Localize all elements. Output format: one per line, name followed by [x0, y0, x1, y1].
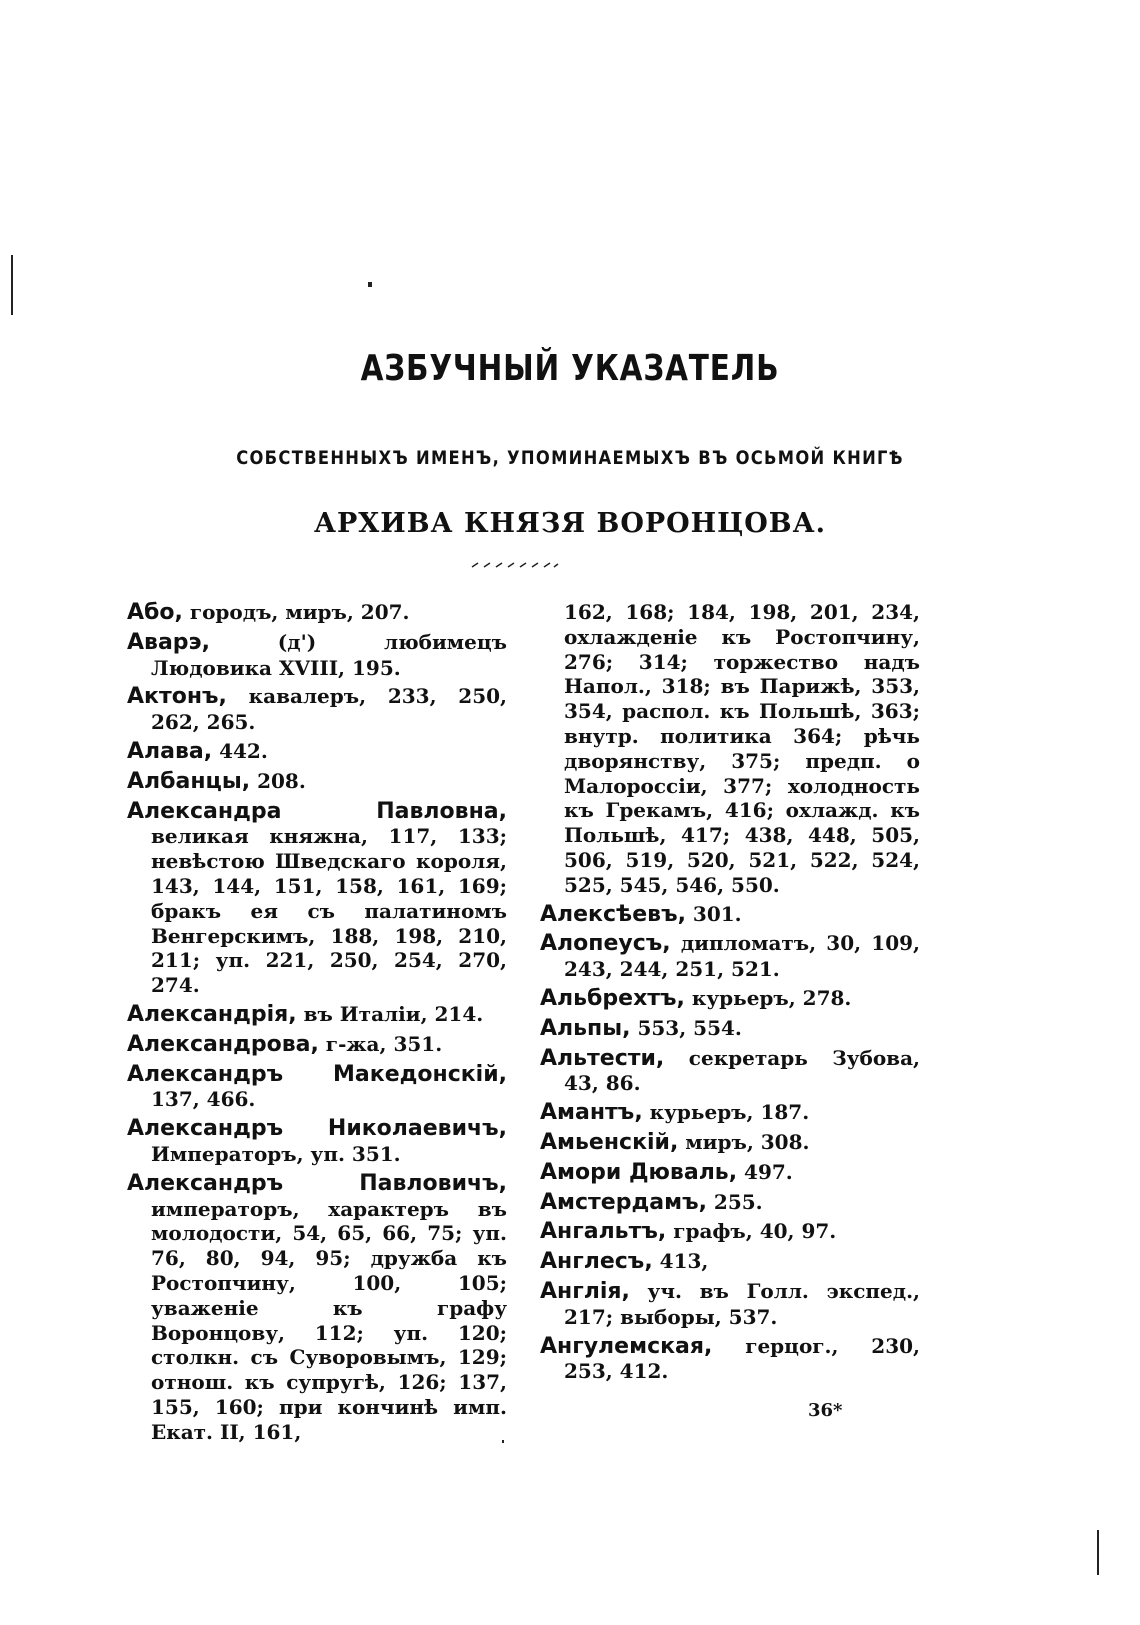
index-entry	[540, 931, 920, 982]
entry-references: графъ, 40, 97.	[666, 1219, 837, 1244]
ornament-divider	[470, 560, 560, 570]
entry-references: императоръ, характеръ въ молодости, 54, 65, 66, 75; уп. 76, 80, 94, 95; дружба къ Ростопчину, 100, 105; уваженіе къ графу Воронцову, 112; уп. 120; столкн. съ Суворовымъ, 129; отнош. къ супругѣ, 126; 137, 155, 160; при кончинѣ имп. Екат. II, 161,	[151, 1196, 507, 1444]
index-entry	[540, 1160, 920, 1186]
entry-references: кавалеръ, 233, 250, 262, 265.	[151, 684, 507, 735]
entry-references: городъ, миръ, 207.	[182, 600, 410, 624]
entry-heading: Александръ Павловичъ,	[127, 1170, 507, 1196]
entry-heading: Александра Павловна,	[127, 798, 507, 824]
entry-heading: Алопеусъ,	[540, 931, 671, 957]
index-entry	[540, 1016, 920, 1042]
page-title: АЗБУЧНЫЙ УКАЗАТЕЛЬ	[360, 348, 780, 389]
scan-margin-line	[1097, 1530, 1099, 1575]
index-entry	[127, 1171, 507, 1445]
index-entry	[540, 1249, 920, 1275]
entry-heading: Альбрехтъ,	[540, 985, 685, 1011]
entry-references: (д') любимецъ Людовика XVIII, 195.	[151, 629, 507, 680]
index-entry	[127, 684, 507, 735]
entry-heading: Ангулемская,	[540, 1333, 713, 1359]
entry-heading: Александръ Николаевичъ,	[127, 1116, 507, 1142]
entry-heading: Александрова,	[127, 1031, 319, 1057]
index-entry	[127, 1032, 507, 1058]
entry-heading: Альтести,	[540, 1045, 665, 1071]
entry-references: миръ, 308.	[678, 1129, 810, 1154]
index-entry	[540, 1190, 920, 1216]
entry-references: 301.	[685, 901, 742, 926]
index-entry	[127, 600, 507, 626]
entry-heading: Алава,	[127, 738, 213, 764]
entry-heading: Амьенскій,	[540, 1129, 679, 1155]
index-entry	[540, 1100, 920, 1126]
index-entry	[540, 1279, 920, 1330]
archive-title: АРХИВА КНЯЗЯ ВОРОНЦОВА.	[313, 508, 827, 539]
index-entry	[127, 1062, 507, 1113]
entry-references: курьеръ, 278.	[684, 985, 852, 1010]
entry-references: 413,	[652, 1249, 709, 1274]
index-entry	[127, 769, 507, 795]
entry-heading: Албанцы,	[127, 768, 251, 794]
entry-references: 442.	[212, 738, 268, 763]
entry-heading: Александръ Македонскій,	[127, 1061, 507, 1087]
entry-references: 497.	[737, 1159, 793, 1184]
page-number: 36*	[808, 1400, 843, 1421]
entry-references: дипломатъ, 30, 109, 243, 244, 251, 521.	[564, 931, 920, 982]
entry-references: 137, 466.	[151, 1087, 256, 1112]
entry-heading: Альпы,	[540, 1015, 631, 1041]
entry-references: курьеръ, 187.	[642, 1100, 810, 1125]
index-entry	[540, 986, 920, 1012]
index-entry	[127, 630, 507, 681]
scan-speck	[502, 1440, 504, 1443]
index-entry	[540, 902, 920, 928]
entry-references: 208.	[250, 768, 306, 793]
entry-references: въ Италіи, 214.	[296, 1001, 484, 1026]
entry-references: 553, 554.	[630, 1015, 742, 1040]
entry-heading: Александрія,	[127, 1001, 297, 1027]
entry-references: уч. въ Голл. экспед., 217; выборы, 537.	[564, 1278, 920, 1329]
entry-heading: Ангальтъ,	[540, 1219, 667, 1245]
index-entry	[127, 739, 507, 765]
entry-heading: Амори Дюваль,	[540, 1159, 738, 1185]
entry-heading: Амантъ,	[540, 1100, 643, 1126]
entry-heading: Або,	[127, 600, 183, 625]
scan-speck	[368, 282, 372, 287]
entry-heading: Актонъ,	[127, 684, 227, 710]
entry-references: 255.	[706, 1189, 763, 1214]
entry-heading: Аварэ,	[127, 629, 210, 655]
entry-heading: Алексѣевъ,	[540, 901, 686, 927]
entry-heading: Англесъ,	[540, 1249, 653, 1275]
entry-heading: Англія,	[540, 1278, 630, 1304]
entry-references: великая княжна, 117, 133; невѣстою Шведскаго короля, 143, 144, 151, 158, 161, 169; бракъ ея съ палатиномъ Венгерскимъ, 188, 198, 210, 211; уп. 221, 250, 254, 270, 274.	[151, 824, 507, 998]
index-column-right	[540, 600, 920, 1388]
index-entry	[540, 1046, 920, 1097]
entry-references: секретарь Зубова, 43, 86.	[564, 1045, 920, 1096]
index-entry	[127, 1002, 507, 1028]
entry-references: г-жа, 351.	[318, 1031, 443, 1056]
index-column-left	[127, 600, 507, 1449]
entry-continuation: 162, 168; 184, 198, 201, 234, охлажденіе къ Ростопчину, 276; 314; торжество надъ Напол., 318; въ Парижѣ, 353, 354, распол. къ Польшѣ, 363; внутр. политика 364; рѣчь дворянству, 375; предп. о Малороссіи, 377; холодность къ Грекамъ, 416; охлажд. къ Польшѣ, 417; 438, 448, 505, 506, 519, 520, 521, 522, 524, 525, 545, 546, 550.	[564, 600, 920, 897]
index-entry	[540, 1130, 920, 1156]
index-entry	[127, 799, 507, 998]
index-entry	[540, 1334, 920, 1385]
index-entry	[540, 1219, 920, 1245]
entry-references: Императоръ, уп. 351.	[151, 1141, 401, 1166]
entry-references: герцог., 230, 253, 412.	[564, 1333, 920, 1384]
index-entry	[127, 1116, 507, 1167]
page-subtitle: СОБСТВЕННЫХЪ ИМЕНЪ, УПОМИНАЕМЫХЪ ВЪ ОСЬМОЙ КНИГѢ	[236, 447, 904, 469]
entry-heading: Амстердамъ,	[540, 1189, 707, 1215]
scan-margin-line	[11, 255, 13, 315]
